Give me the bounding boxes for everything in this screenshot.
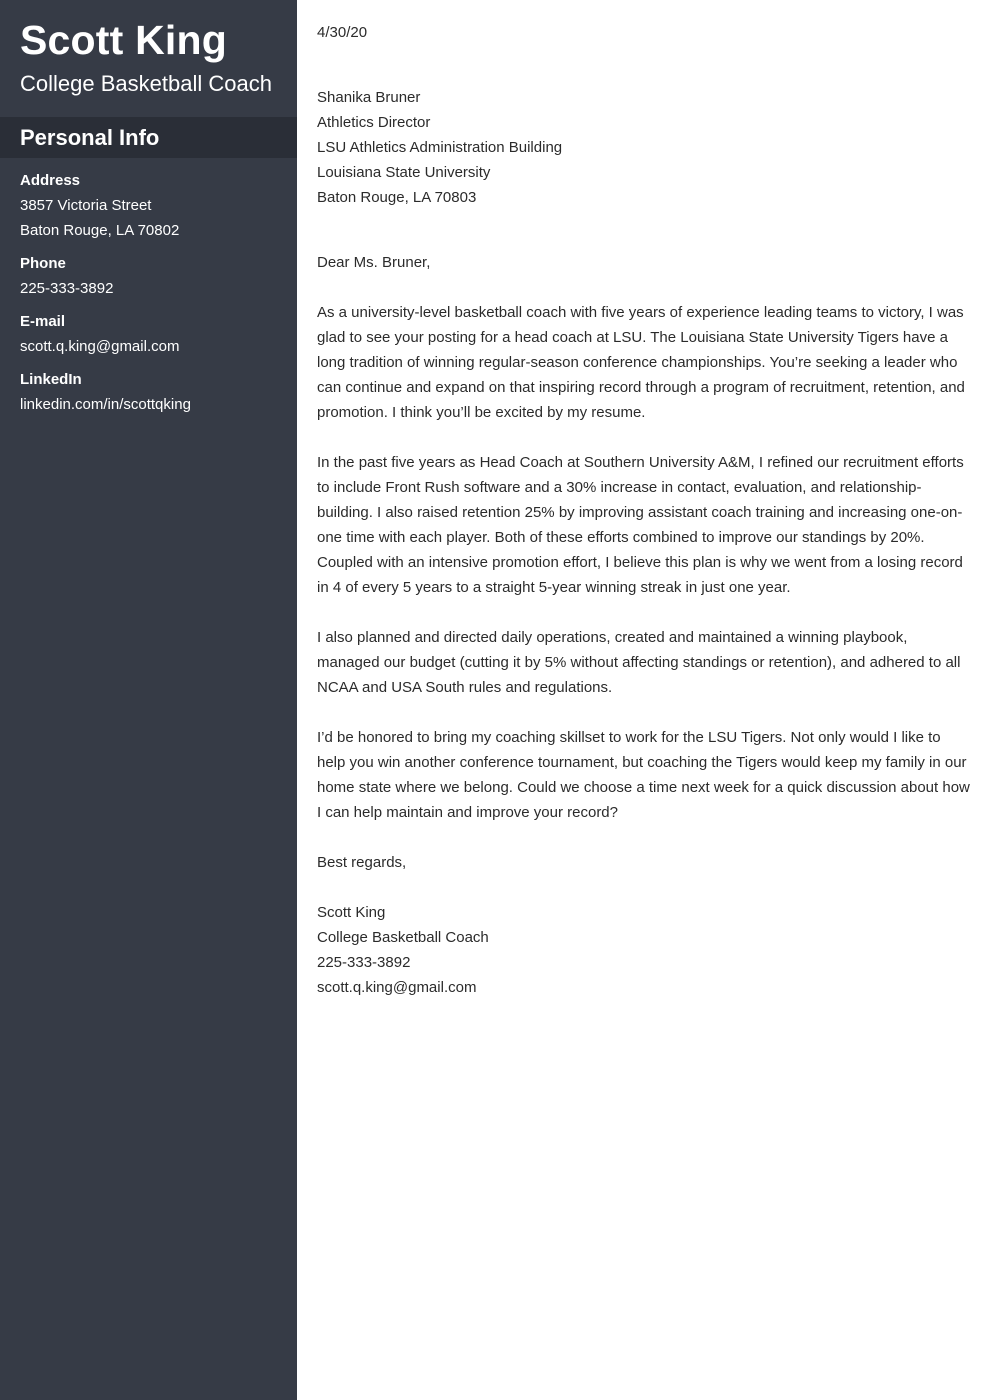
salutation: Dear Ms. Bruner, (317, 254, 431, 271)
linkedin-group (20, 367, 285, 417)
signature-email: scott.q.king@gmail.com (317, 979, 477, 996)
linkedin-value[interactable]: linkedin.com/in/scottqking (20, 396, 191, 413)
signature-block (317, 900, 972, 1000)
email-value[interactable]: scott.q.king@gmail.com (20, 338, 180, 355)
recipient-city: Baton Rouge, LA 70803 (317, 189, 477, 206)
recipient-institution: Louisiana State University (317, 164, 491, 181)
phone-value: 225-333-3892 (20, 280, 114, 297)
recipient-name: Shanika Bruner (317, 89, 421, 106)
personal-info-header (0, 117, 297, 158)
phone-label: Phone (20, 255, 66, 272)
applicant-title: College Basketball Coach (20, 71, 272, 96)
phone-group (20, 251, 285, 301)
resume-header (0, 0, 297, 100)
signature-name: Scott King (317, 904, 386, 921)
address-label: Address (20, 172, 81, 189)
signature-phone: 225-333-3892 (317, 954, 411, 971)
recipient-building: LSU Athletics Administration Building (317, 139, 563, 156)
sidebar (0, 0, 297, 1400)
paragraph-4: I’d be honored to bring my coaching skillset to work for the LSU Tigers. Not only would I like to help you win another conference tournament, but coaching the Tigers would keep my family in our home state where we belong. Could we choose a time next week for a quick discussion about how I can help maintain and improve your record? (317, 729, 970, 821)
paragraph-2: In the past five years as Head Coach at Southern University A&M, I refined our recruitment efforts to include Front Rush software and a 30% increase in contact, evaluation, and relationship-building. I also raised retention 25% by improving assistant coach training and increasing one-on-one time with each player. Both of these efforts combined to improve our standings by 20%. Coupled with an intensive promotion effort, I believe this plan is why we went from a losing record in 4 of every 5 years to a straight 5-year winning streak in just one year. (317, 454, 964, 596)
letter-date: 4/30/20 (317, 24, 368, 41)
linkedin-label: LinkedIn (20, 371, 82, 388)
closing: Best regards, (317, 854, 407, 871)
section-title: Personal Info (20, 125, 160, 150)
paragraph-1: As a university-level basketball coach with five years of experience leading teams to victory, I was glad to see your posting for a head coach at LSU. The Louisiana State University Tigers have a long tradition of winning regular-season conference championships. You’re seeking a leader who can continue and expand on that inspiring record through a program of recruitment, retention, and promotion. I think you’ll be excited by my resume. (317, 304, 965, 421)
recipient-title: Athletics Director (317, 114, 431, 131)
paragraph-3: I also planned and directed daily operations, created and maintained a winning playbook, managed our budget (cutting it by 5% without affecting standings or retention), and adhered to all NCAA and USA South rules and regulations. (317, 629, 961, 696)
personal-info-list (20, 168, 285, 425)
email-group (20, 309, 285, 359)
applicant-name: Scott King (20, 17, 227, 63)
address-line-1: 3857 Victoria Street (20, 197, 152, 214)
signature-title: College Basketball Coach (317, 929, 489, 946)
email-label: E-mail (20, 313, 66, 330)
address-group (20, 168, 285, 243)
address-line-2: Baton Rouge, LA 70802 (20, 222, 180, 239)
letter-body (317, 20, 972, 1000)
recipient-block (317, 85, 972, 210)
